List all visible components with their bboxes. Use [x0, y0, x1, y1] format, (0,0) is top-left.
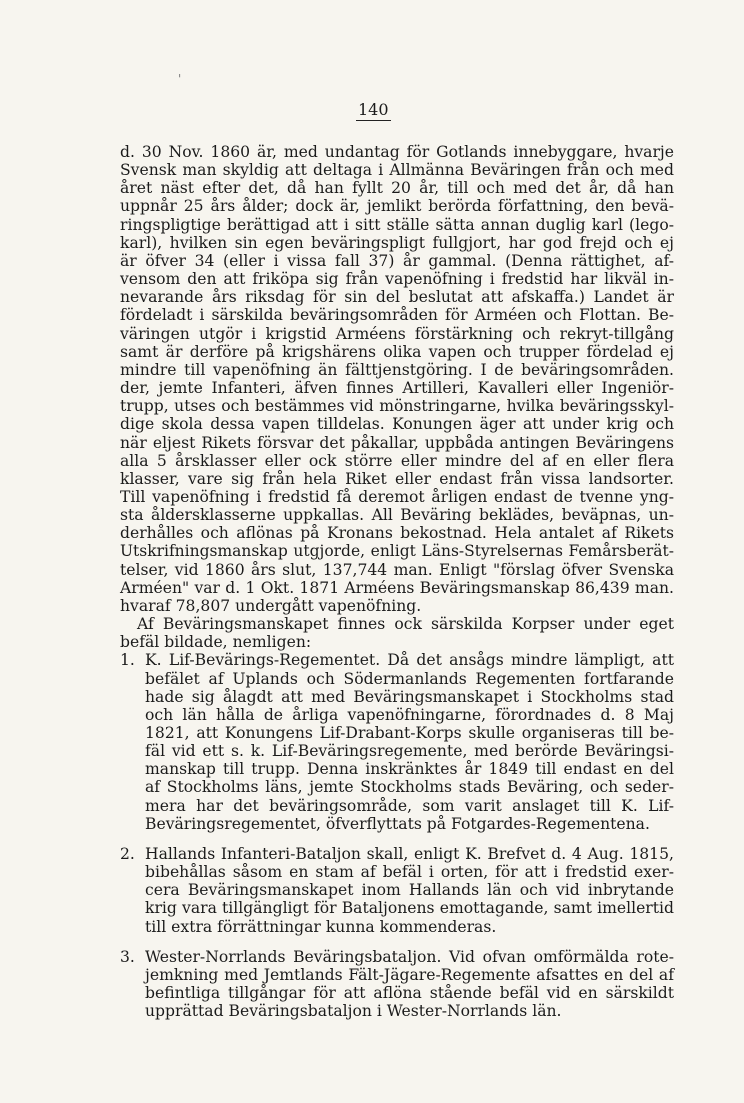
item-spacer	[120, 936, 674, 948]
text-line: Utskrifningsmanskap utgjorde, enligt Läns-Styrelsernas Femårsberät-	[120, 542, 674, 561]
list-item-corps-2	[120, 845, 674, 936]
text-line: krig vara tillgängligt för Bataljonens emottagande, samt imellertid	[145, 899, 674, 918]
text-line: fäl vid ett s. k. Lif-Beväringsregemente, med berörde Beväringsi-	[145, 742, 674, 761]
text-line: 1821, att Konungens Lif-Drabant-Korps skulle organiseras till be-	[145, 724, 674, 742]
item-number: 1.	[120, 651, 135, 670]
corner-mark: '	[178, 72, 182, 86]
paragraph-corps-intro	[120, 615, 674, 651]
text-line: när eljest Rikets försvar det påkallar, uppbåda antingen Beväringens	[120, 433, 674, 452]
text-line: sta åldersklasserne uppkallas. All Beväring beklädes, beväpnas, un-	[120, 506, 674, 525]
text-line: bibehållas såsom en stam af befäl i orten, för att i fredstid exer-	[145, 863, 674, 882]
text-line: mindre till vapenöfning än fälttjenstgöring. I de beväringsområden.	[120, 360, 674, 379]
text-line: Wester-Norrlands Beväringsbataljon. Vid ofvan omförmälda rote-	[145, 947, 674, 966]
text-line: manskap till trupp. Denna inskränktes år 1849 till endast en del	[145, 760, 674, 779]
text-line: uppnår 25 års ålder; dock är, jemlikt berörda författning, den bevä-	[120, 197, 674, 216]
text-line: nevarande års riksdag för sin del beslutat att afskaffa.) Landet är	[120, 288, 674, 307]
text-line: af Stockholms läns, jemte Stockholms stads Beväring, och seder-	[145, 778, 674, 797]
text-line: derhålles och aflönas på Kronans bekostnad. Hela antalet af Rikets	[120, 524, 674, 543]
text-line: d. 30 Nov. 1860 är, med undantag för Gotlands innebyggare, hvarje	[120, 143, 674, 161]
list-item-corps-1	[120, 651, 674, 833]
text-line: Beväringsregementet, öfverflyttats på Fotgardes-Regementena.	[145, 814, 650, 833]
text-line: telser, vid 1860 års slut, 137,744 man. Enligt "förslag öfver Svenska	[120, 560, 674, 579]
text-line: K. Lif-Bevärings-Regementet. Då det ansågs mindre lämpligt, att	[145, 651, 674, 670]
text-line: trupp, utses och bestämmes vid mönstringarne, hvilka beväringsskyl-	[120, 397, 674, 416]
text-line: året näst efter det, då han fyllt 20 år, till och med det år, då han	[120, 179, 674, 198]
item-number: 2.	[120, 844, 135, 863]
text-line: ringspligtige berättigad att i sitt ställe sätta annan duglig karl (lego-	[120, 215, 674, 234]
text-line: och län hålla de årliga vapenöfningarne, förordnades d. 8 Maj	[145, 705, 674, 724]
text-line: Af Beväringsmanskapet finnes ock särskilda Korpser under eget	[137, 615, 674, 634]
text-line: Svensk man skyldig att deltaga i Allmänna Beväringen från och med	[120, 161, 674, 180]
text-line: hvaraf 78,807 undergått vapenöfning.	[120, 596, 422, 615]
text-line: hade sig ålagdt att med Beväringsmanskapet i Stockholms stad	[145, 687, 674, 706]
text-line: der, jemte Infanteri, äfven finnes Artilleri, Kavalleri eller Ingeniör-	[120, 379, 674, 398]
text-line: befälet af Uplands och Södermanlands Regementen fortfarande	[145, 669, 674, 688]
text-line: mera har det beväringsområde, som varit anslaget till K. Lif-	[145, 796, 674, 815]
text-line: dige skola dessa vapen tilldelas. Konungen äger att under krig och	[120, 415, 674, 434]
list-item-corps-3	[120, 948, 674, 1021]
text-line: Hallands Infanteri-Bataljon skall, enligt K. Brefvet d. 4 Aug. 1815,	[145, 844, 674, 863]
text-line: väringen utgör i krigstid Arméens förstärkning och rekryt-tillgång	[120, 324, 674, 343]
text-line: till extra förrättningar kunna kommenderas.	[145, 917, 497, 936]
text-line: Till vapenöfning i fredstid få deremot årligen endast de tvenne yng-	[120, 487, 674, 506]
text-line: befintliga tillgångar för att aflöna stående befäl vid en särskildt	[145, 984, 674, 1003]
paragraph-conscription	[120, 143, 674, 615]
text-line: cera Beväringsmanskapet inom Hallands län och vid inbrytande	[145, 881, 674, 900]
text-line: jemkning med Jemtlands Fält-Jägare-Regemente afsattes en del af	[145, 965, 674, 984]
text-line: befäl bildade, nemligen:	[120, 633, 312, 652]
text-line: Arméen" var d. 1 Okt. 1871 Arméens Beväringsmanskap 86,439 man.	[120, 578, 674, 597]
text-line: fördeladt i särskilda beväringsområden för Arméen och Flottan. Be-	[120, 306, 674, 325]
text-line: alla 5 årsklasser eller ock större eller mindre del af en eller flera	[120, 451, 674, 470]
text-line: klasser, vare sig från hela Riket eller endast från vissa landsorter.	[120, 469, 674, 488]
page-body	[120, 143, 674, 1020]
text-line: är öfver 34 (eller i vissa fall 37) år gammal. (Denna rättighet, af-	[120, 251, 674, 270]
item-number: 3.	[120, 947, 135, 966]
text-line: samt är derföre på krigshärens olika vapen och trupper fördelad ej	[120, 342, 674, 361]
item-spacer	[120, 833, 674, 845]
text-line: karl), hvilken sin egen beväringspligt fullgjort, har god frejd och ej	[120, 233, 674, 252]
page-number: 140	[358, 100, 389, 119]
text-line: upprättad Beväringsbataljon i Wester-Norrlands län.	[145, 1002, 562, 1021]
text-line: vensom den att friköpa sig från vapenöfning i fredstid har likväl in-	[120, 270, 674, 289]
